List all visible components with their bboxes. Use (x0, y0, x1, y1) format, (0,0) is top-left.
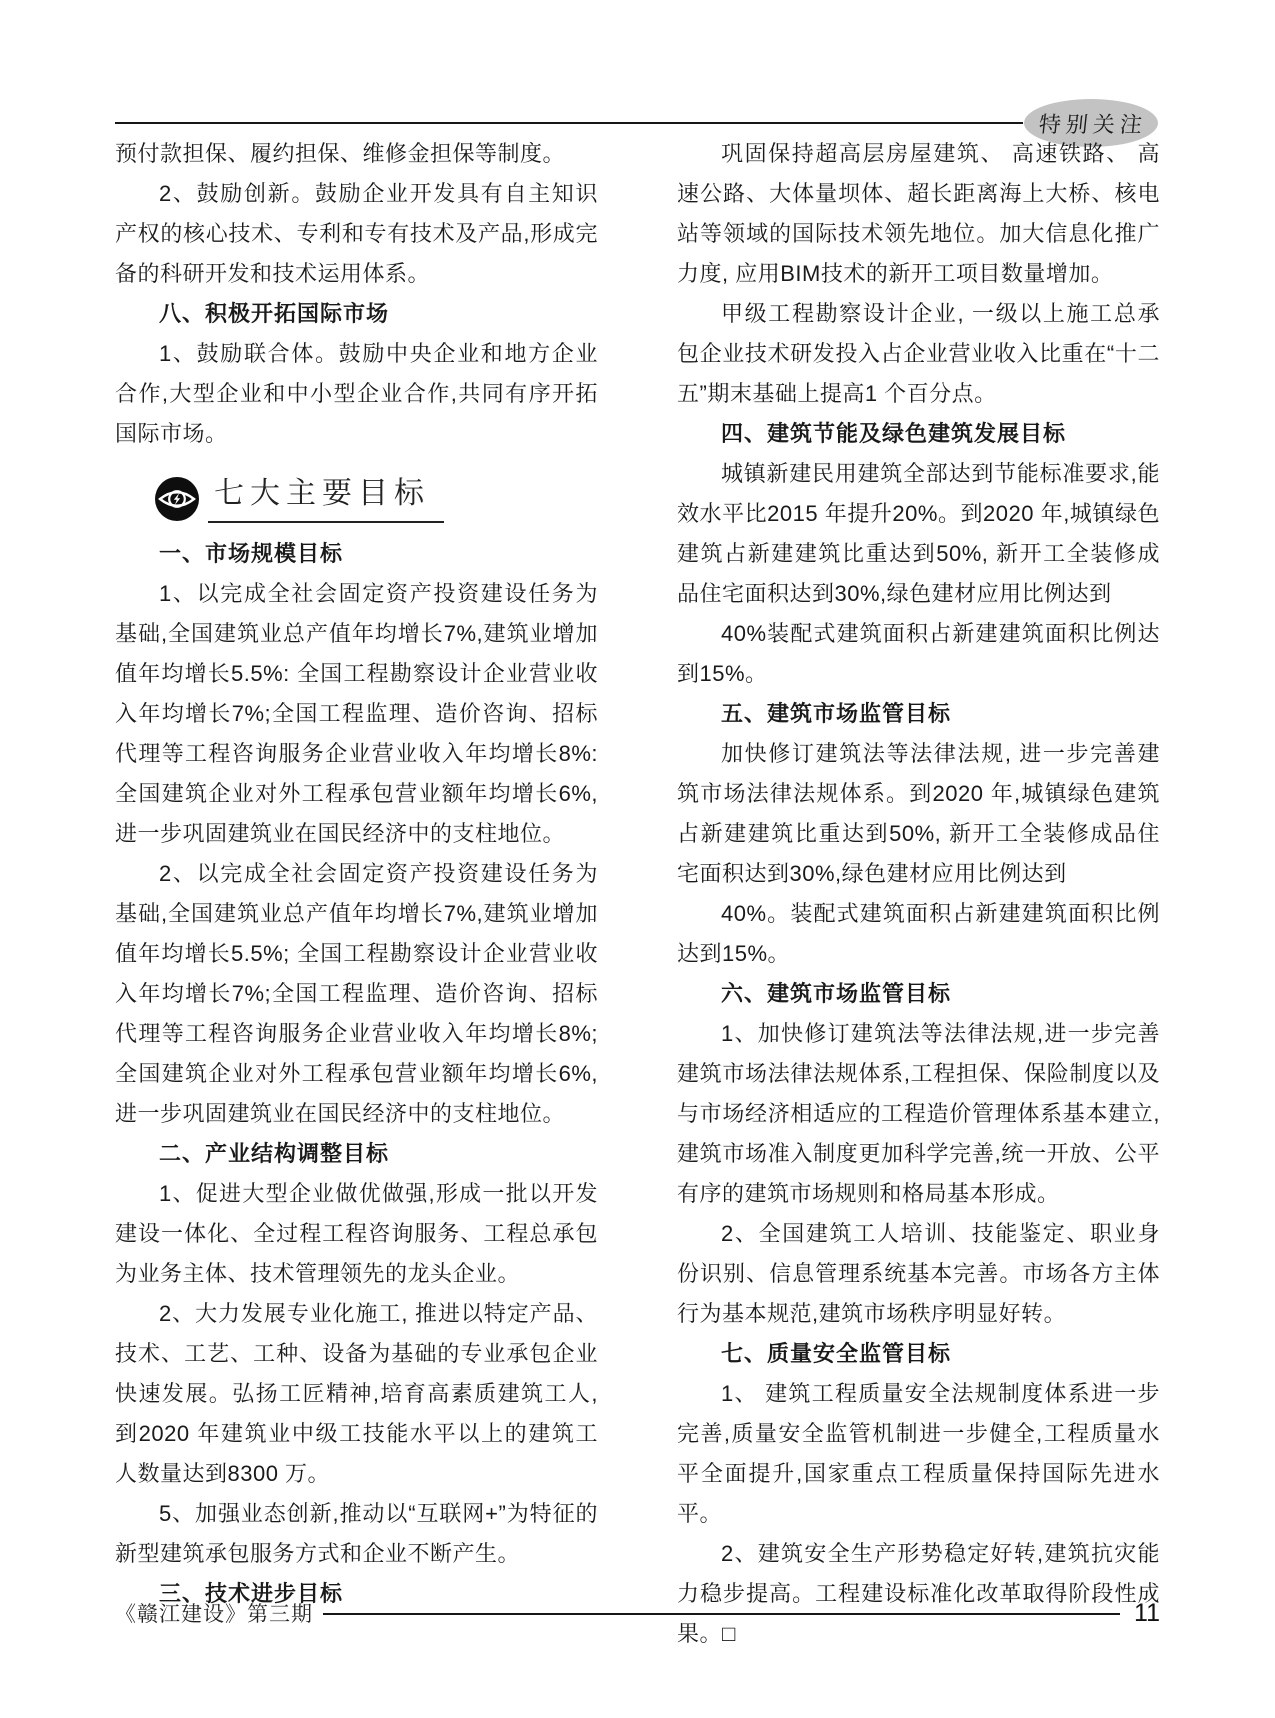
sub-heading: 四、建筑节能及绿色建筑发展目标 (721, 421, 1067, 446)
paragraph: 1、以完成全社会固定资产投资建设任务为基础,全国建筑业总产值年均增长7%,建筑业增加值年均增长5.5%: 全国工程勘察设计企业营业收入年均增长7%;全国工程监理、造价咨询、招标代理等工程咨询服务企业营业收入年均增长8%:全国建筑企业对外工程承包营业额年均增长6%,进一步巩固建筑业在国民经济中的支柱地位。 (115, 581, 598, 846)
paragraph: 2、全国建筑工人培训、技能鉴定、职业身份识别、信息管理系统基本完善。市场各方主体行为基本规范,建筑市场秩序明显好转。 (677, 1221, 1160, 1326)
sub-heading: 二、产业结构调整目标 (159, 1141, 390, 1166)
paragraph: 1、 建筑工程质量安全法规制度体系进一步完善,质量安全监管机制进一步健全,工程质量水平全面提升,国家重点工程质量保持国际先进水平。 (677, 1381, 1160, 1526)
sub-heading: 五、建筑市场监管目标 (721, 701, 952, 726)
paragraph: 40%。装配式建筑面积占新建建筑面积比例达到15%。 (677, 901, 1160, 966)
header-rule (115, 122, 1023, 124)
sub-heading: 七、质量安全监管目标 (721, 1341, 952, 1366)
paragraph: 城镇新建民用建筑全部达到节能标准要求,能效水平比2015 年提升20%。到2020 年,城镇绿色建筑占新建建筑比重达到50%, 新开工全装修成品住宅面积达到30%,绿色建材应用比例达到 (677, 461, 1160, 606)
feature-section-title (155, 467, 598, 523)
footer-rule (323, 1613, 1120, 1615)
sub-heading: 一、市场规模目标 (159, 541, 344, 566)
paragraph: 2、建筑安全生产形势稳定好转,建筑抗灾能力稳步提高。工程建设标准化改革取得阶段性成果。□ (677, 1541, 1160, 1646)
paragraph: 巩固保持超高层房屋建筑、 高速铁路、 高速公路、大体量坝体、超长距离海上大桥、核电站等领域的国际技术领先地位。加大信息化推广力度, 应用BIM技术的新开工项目数量增加。 (677, 141, 1160, 286)
sub-heading: 八、积极开拓国际市场 (159, 301, 390, 326)
paragraph: 2、以完成全社会固定资产投资建设任务为基础,全国建筑业总产值年均增长7%,建筑业增加值年均增长5.5%; 全国工程勘察设计企业营业收入年均增长7%;全国工程监理、造价咨询、招标代理等工程咨询服务企业营业收入年均增长8%;全国建筑企业对外工程承包营业额年均增长6%,进一步巩固建筑业在国民经济中的支柱地位。 (115, 861, 598, 1126)
paragraph: 加快修订建筑法等法律法规, 进一步完善建筑市场法律法规体系。到2020 年,城镇绿色建筑占新建建筑比重达到50%, 新开工全装修成品住宅面积达到30%,绿色建材应用比例达到 (677, 741, 1160, 886)
left-column (115, 134, 598, 1654)
badge-label: 特别关注 (1038, 111, 1149, 137)
paragraph: 1、促进大型企业做优做强,形成一批以开发建设一体化、全过程工程咨询服务、工程总承包为业务主体、技术管理领先的龙头企业。 (115, 1181, 598, 1286)
feature-title-label: 七大主要目标 (208, 468, 444, 523)
paragraph: 1、鼓励联合体。鼓励中央企业和地方企业合作,大型企业和中小型企业合作,共同有序开拓国际市场。 (115, 341, 598, 446)
page-footer (115, 1598, 1160, 1628)
eye-bolt-icon (155, 477, 199, 521)
paragraph: 甲级工程勘察设计企业, 一级以上施工总承包企业技术研发投入占企业营业收入比重在“十二五”期末基础上提高1 个百分点。 (677, 301, 1160, 406)
right-column (677, 134, 1160, 1654)
sub-heading: 六、建筑市场监管目标 (721, 981, 952, 1006)
paragraph: 预付款担保、履约担保、维修金担保等制度。 (115, 141, 566, 166)
paragraph: 2、鼓励创新。鼓励企业开发具有自主知识产权的核心技术、专利和专有技术及产品,形成完备的科研开发和技术运用体系。 (115, 181, 598, 286)
paragraph: 2、大力发展专业化施工, 推进以特定产品、技术、工艺、工种、设备为基础的专业承包企业快速发展。弘扬工匠精神,培育高素质建筑工人,到2020 年建筑业中级工技能水平以上的建筑工人数量达到8300 万。 (115, 1301, 598, 1486)
paragraph: 1、加快修订建筑法等法律法规,进一步完善建筑市场法律法规体系,工程担保、保险制度以及与市场经济相适应的工程造价管理体系基本建立, 建筑市场准入制度更加科学完善,统一开放、公平有序的建筑市场规则和格局基本形成。 (677, 1021, 1160, 1206)
paragraph: 5、加强业态创新,推动以“互联网+”为特征的新型建筑承包服务方式和企业不断产生。 (115, 1501, 598, 1566)
journal-title: 《赣江建设》第三期 (115, 1603, 313, 1626)
paragraph: 40%装配式建筑面积占新建建筑面积比例达到15%。 (677, 621, 1160, 686)
page-number: 11 (1134, 1598, 1160, 1627)
sub-heading: 三、技术进步目标 (159, 1581, 344, 1606)
article-columns (115, 134, 1160, 1654)
